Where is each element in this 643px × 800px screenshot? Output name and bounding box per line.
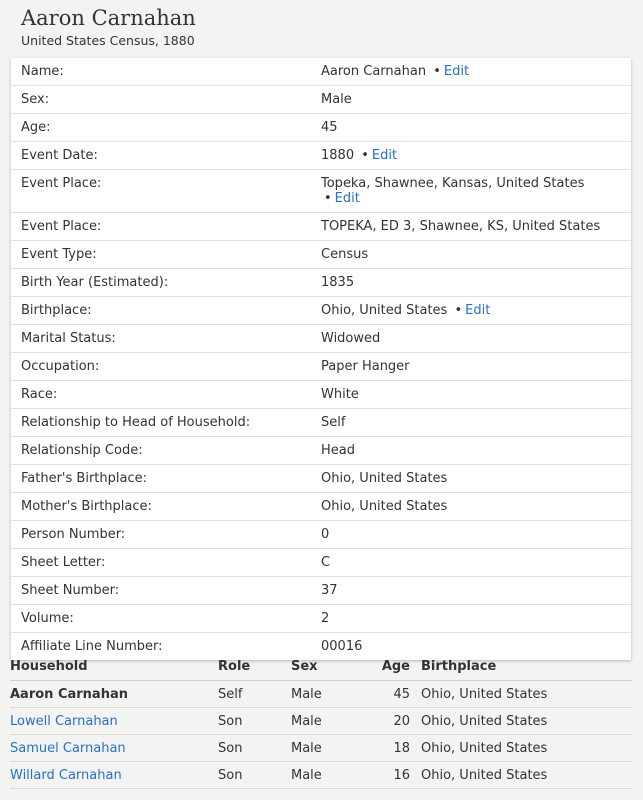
- field-value: Head: [321, 443, 355, 458]
- field-value: White: [321, 387, 359, 402]
- field-value-cell: [321, 639, 631, 654]
- field-value-cell: [321, 471, 631, 486]
- field-value-cell: [321, 583, 631, 598]
- field-value-cell: [321, 611, 631, 626]
- field-row: [11, 241, 631, 269]
- field-value-cell: [321, 148, 631, 163]
- field-label: Volume:: [21, 611, 74, 626]
- field-value: 45: [321, 120, 338, 135]
- field-value: TOPEKA, ED 3, Shawnee, KS, United States: [321, 219, 601, 234]
- field-value: 0: [321, 527, 330, 542]
- field-label: Marital Status:: [21, 331, 116, 346]
- bullet-separator: •: [361, 148, 369, 163]
- field-label: Mother's Birthplace:: [21, 499, 152, 514]
- field-value: Self: [321, 415, 346, 430]
- edit-link[interactable]: Edit: [443, 64, 470, 79]
- field-value-cell: [321, 443, 631, 458]
- field-value-cell: [321, 331, 631, 346]
- member-sex: Male: [291, 762, 354, 789]
- field-label: Race:: [21, 387, 58, 402]
- field-value-cell: [321, 555, 631, 570]
- member-age: 18: [354, 735, 421, 762]
- field-row: [11, 409, 631, 437]
- member-role: Son: [218, 762, 291, 789]
- field-row: [11, 58, 631, 86]
- field-label: Father's Birthplace:: [21, 471, 147, 486]
- household-row: [10, 735, 632, 762]
- member-birthplace: Ohio, United States: [421, 681, 632, 708]
- field-label: Age:: [21, 120, 51, 135]
- field-label: Person Number:: [21, 527, 126, 542]
- field-row: [11, 577, 631, 605]
- field-value: Aaron Carnahan: [321, 64, 427, 79]
- edit-link[interactable]: Edit: [334, 191, 360, 206]
- member-role: Son: [218, 735, 291, 762]
- household-table: [10, 657, 632, 789]
- bullet-separator: •: [324, 191, 332, 206]
- member-role: Self: [218, 681, 291, 708]
- record-details-card: [11, 58, 631, 660]
- field-row: [11, 465, 631, 493]
- field-value: Ohio, United States: [321, 471, 448, 486]
- bullet-separator: •: [454, 303, 463, 318]
- member-name: Aaron Carnahan: [10, 681, 218, 708]
- field-value: Paper Hanger: [321, 359, 410, 374]
- field-value-cell: [321, 120, 631, 135]
- field-label: Event Date:: [21, 148, 98, 163]
- page-title: Aaron Carnahan: [21, 6, 196, 30]
- field-row: [11, 170, 631, 213]
- field-row: [11, 437, 631, 465]
- household-row: [10, 708, 632, 735]
- field-label: Affiliate Line Number:: [21, 639, 163, 654]
- field-value: Topeka, Shawnee, Kansas, United States: [321, 176, 585, 191]
- field-row: [11, 269, 631, 297]
- field-value: Census: [321, 247, 369, 262]
- field-label: Occupation:: [21, 359, 100, 374]
- field-row: [11, 114, 631, 142]
- field-row: [11, 605, 631, 633]
- field-value: 1835: [321, 275, 355, 290]
- field-value: C: [321, 555, 331, 570]
- field-value: 00016: [321, 639, 363, 654]
- field-value-cell: [321, 527, 631, 542]
- field-value: 1880: [321, 148, 355, 163]
- field-value: Ohio, United States: [321, 499, 448, 514]
- field-label: Sex:: [21, 92, 50, 107]
- field-label: Event Place:: [21, 176, 102, 191]
- field-label: Event Place:: [21, 219, 102, 234]
- field-value-cell: [321, 499, 631, 514]
- field-label: Name:: [21, 64, 64, 79]
- member-name-link[interactable]: Willard Carnahan: [10, 762, 218, 789]
- member-sex: Male: [291, 735, 354, 762]
- column-header-sex: Sex: [291, 657, 354, 681]
- field-label: Sheet Letter:: [21, 555, 106, 570]
- column-header-household: Household: [10, 657, 218, 681]
- field-row: [11, 381, 631, 409]
- member-birthplace: Ohio, United States: [421, 708, 632, 735]
- field-value: Ohio, United States: [321, 303, 448, 318]
- household-row: [10, 762, 632, 789]
- field-value: Male: [321, 92, 352, 107]
- member-role: Son: [218, 708, 291, 735]
- edit-link[interactable]: Edit: [465, 303, 491, 318]
- field-row: [11, 633, 631, 660]
- field-label: Event Type:: [21, 247, 97, 262]
- member-sex: Male: [291, 681, 354, 708]
- edit-link[interactable]: Edit: [371, 148, 398, 163]
- bullet-separator: •: [433, 64, 441, 79]
- field-value-cell: [321, 359, 631, 374]
- field-row: [11, 213, 631, 241]
- record-header: [0, 0, 643, 52]
- member-sex: Male: [291, 708, 354, 735]
- field-row: [11, 325, 631, 353]
- column-header-age: Age: [354, 657, 421, 681]
- field-value-cell: [321, 219, 631, 234]
- field-value-cell: [321, 415, 631, 430]
- member-age: 20: [354, 708, 421, 735]
- member-age: 16: [354, 762, 421, 789]
- field-value-cell: [321, 303, 631, 318]
- member-birthplace: Ohio, United States: [421, 735, 632, 762]
- column-header-birthplace: Birthplace: [421, 657, 632, 681]
- field-row: [11, 142, 631, 170]
- field-label: Birth Year (Estimated):: [21, 275, 169, 290]
- member-name-link[interactable]: Lowell Carnahan: [10, 708, 218, 735]
- field-row: [11, 353, 631, 381]
- field-row: [11, 549, 631, 577]
- household-row: [10, 681, 632, 708]
- field-row: [11, 521, 631, 549]
- column-header-role: Role: [218, 657, 291, 681]
- field-label: Relationship to Head of Household:: [21, 415, 251, 430]
- field-value-cell: [321, 64, 631, 79]
- field-row: [11, 297, 631, 325]
- field-row: [11, 493, 631, 521]
- member-age: 45: [354, 681, 421, 708]
- field-row: [11, 86, 631, 114]
- field-value: 2: [321, 611, 330, 626]
- field-value: Widowed: [321, 331, 381, 346]
- field-value-cell: [321, 92, 631, 107]
- field-label: Relationship Code:: [21, 443, 143, 458]
- field-value-cell: [321, 176, 631, 206]
- field-label: Sheet Number:: [21, 583, 120, 598]
- field-label: Birthplace:: [21, 303, 92, 318]
- field-value: 37: [321, 583, 338, 598]
- member-name-link[interactable]: Samuel Carnahan: [10, 735, 218, 762]
- household-header-row: [10, 657, 632, 681]
- field-value-cell: [321, 387, 631, 402]
- member-birthplace: Ohio, United States: [421, 762, 632, 789]
- field-value-cell: [321, 247, 631, 262]
- collection-subtitle: United States Census, 1880: [21, 33, 195, 48]
- field-value-cell: [321, 275, 631, 290]
